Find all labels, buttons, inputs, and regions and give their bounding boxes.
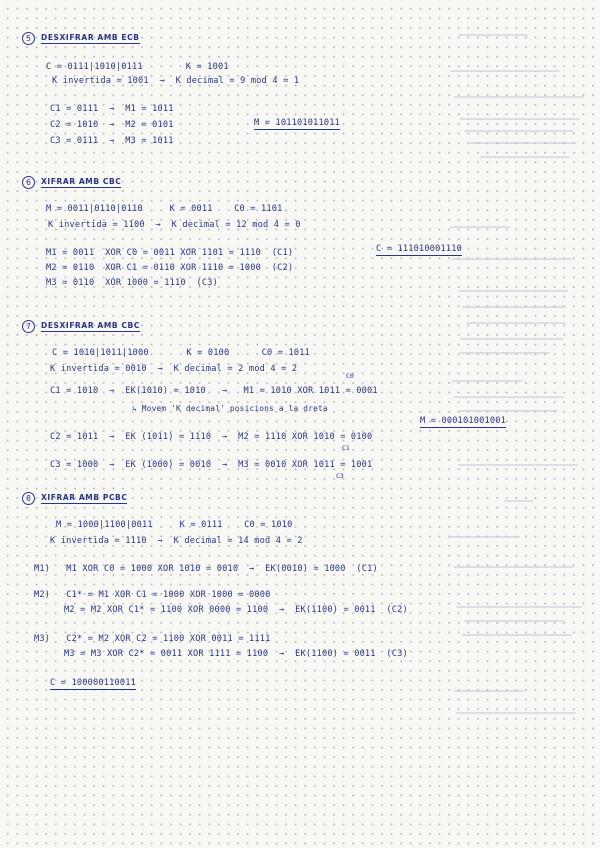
result: C = 111010001110 <box>376 244 462 254</box>
key-line: K invertida = 0010 → K decimal = 2 mod 4 = 2 <box>50 364 298 374</box>
step-line: M2 = M2 XOR C1* = 1100 XOR 0000 = 1100 → EK(1100) = 0011 (C2) <box>64 605 408 615</box>
block-line: M1 = 0011 XOR C0 = 0011 XOR 1101 = 1110 (C1) <box>46 248 294 258</box>
block-line: C2 = 1011 → EK (1011) = 1110 → M2 = 1110 XOR 1010 = 0100 <box>50 432 373 442</box>
plaintext-line: M = 0011|0110|0110 K = 0011 C0 = 1101 <box>46 204 283 214</box>
block-line: C1 = 0111 → M1 = 1011 <box>50 104 174 114</box>
step-line: M2) C1* = M1 XOR C1 = 1000 XOR 1000 = 0000 <box>34 590 271 600</box>
annotation-c1: C1 <box>342 444 350 452</box>
bleed-through-marks <box>440 0 600 760</box>
section-number: 5 <box>22 32 35 45</box>
block-line: C1 = 1010 → EK(1010) = 1010 → M1 = 1010 XOR 1011 = 0001 <box>50 386 378 396</box>
plaintext-line: M = 1000|1100|0011 K = 0111 C0 = 1010 <box>56 520 293 530</box>
shift-note: ↳ Movem 'K decimal' posicions a la dreta <box>132 404 328 413</box>
ciphertext-line: C = 1010|1011|1000 K = 0100 C0 = 1011 <box>52 348 310 358</box>
section-number: 6 <box>22 176 35 189</box>
section-5-header <box>22 32 140 45</box>
block-line: C3 = 1000 → EK (1000) = 0010 → M3 = 0010 XOR 1011 = 1001 <box>50 460 373 470</box>
key-line: K invertida = 1110 → K decimal = 14 mod 4 = 2 <box>50 536 303 546</box>
section-title: DESXIFRAR AMB ECB <box>41 33 140 42</box>
ciphertext-line: C = 0111|1010|0111 K = 1001 <box>46 62 229 72</box>
block-line: C3 = 0111 → M3 = 1011 <box>50 136 174 146</box>
section-8-header <box>22 492 127 505</box>
step-line: M1) M1 XOR C0 = 1000 XOR 1010 = 0010 → EK(0010) = 1000 (C1) <box>34 564 378 574</box>
section-7-header <box>22 320 140 333</box>
section-title: XIFRAR AMB CBC <box>41 177 122 186</box>
result: M = 000101001001 <box>420 416 506 426</box>
section-title: XIFRAR AMB PCBC <box>41 493 128 502</box>
result: M = 101101011011 <box>254 118 340 128</box>
step-line: M3 = M3 XOR C2* = 0011 XOR 1111 = 1100 → EK(1100) = 0011 (C3) <box>64 649 408 659</box>
section-number: 8 <box>22 492 35 505</box>
step-line: M3) C2* = M2 XOR C2 = 1100 XOR 0011 = 1111 <box>34 634 271 644</box>
result: C = 100000110011 <box>50 678 136 688</box>
section-6-header <box>22 176 121 189</box>
block-line: M2 = 0110 XOR C1 = 0110 XOR 1110 = 1000 (C2) <box>46 263 294 273</box>
key-line: K invertida = 1100 → K decimal = 12 mod 4 = 0 <box>48 220 301 230</box>
section-number: 7 <box>22 320 35 333</box>
block-line: M3 = 0110 XOR 1000 = 1110 (C3) <box>46 278 218 288</box>
key-line: K invertida = 1001 → K decimal = 9 mod 4 = 1 <box>52 76 300 86</box>
annotation-c0: C0 <box>346 372 354 380</box>
section-title: DESXIFRAR AMB CBC <box>41 321 140 330</box>
annotation-c3: C3 <box>336 472 344 480</box>
block-line: C2 = 1010 → M2 = 0101 <box>50 120 174 130</box>
